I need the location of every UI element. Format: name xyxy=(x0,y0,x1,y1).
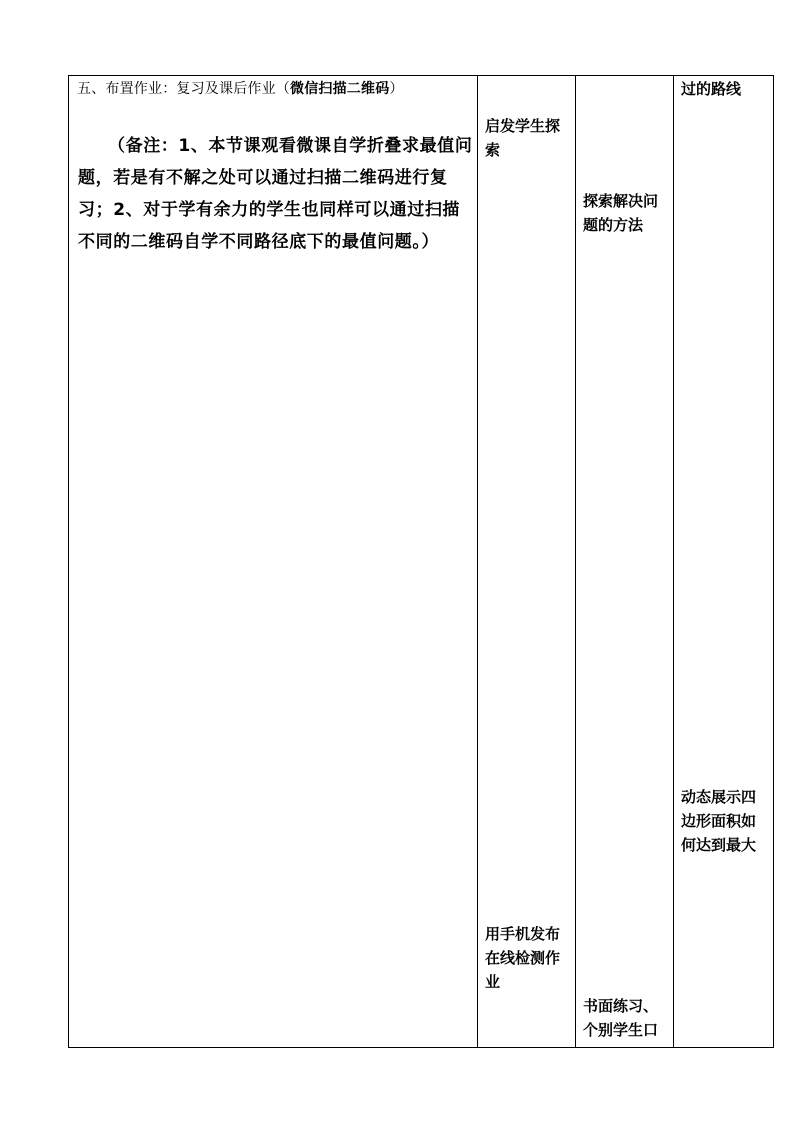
heading-suffix: ） xyxy=(389,81,404,97)
heading-bold: 微信扫描二维码 xyxy=(290,81,390,97)
guidance-text-1: 启发学生探索 xyxy=(485,117,561,159)
content-cell xyxy=(69,76,478,1048)
intent-text-1: 过的路线 xyxy=(681,80,742,98)
activity-cell xyxy=(576,76,674,1048)
heading-prefix: 五、布置作业：复习及课后作业（ xyxy=(77,81,290,97)
section-heading xyxy=(77,79,404,99)
table-row xyxy=(69,76,774,1048)
intent-text-2: 动态展示四边形面积如何达到最大 xyxy=(681,788,757,854)
intent-cell xyxy=(674,76,774,1048)
guidance-text-2: 用手机发布在线检测作业 xyxy=(485,925,561,991)
intent-cell-inner xyxy=(674,76,773,1047)
guidance-cell xyxy=(478,76,576,1048)
content-cell-inner xyxy=(69,76,477,1047)
lesson-plan-table xyxy=(68,75,774,1048)
note-paragraph: （备注：1、本节课观看微课自学折叠求最值问题，若是有不解之处可以通过扫描二维码进行复习；2、对于学有余力的学生也同样可以通过扫描不同的二维码自学不同路径底下的最值问题。） xyxy=(78,136,473,252)
activity-cell-inner xyxy=(576,76,673,1047)
activity-text-2: 书面练习、个别学生口 xyxy=(583,997,659,1039)
guidance-cell-inner xyxy=(478,76,575,1047)
activity-text-1: 探索解决问题的方法 xyxy=(583,192,659,234)
